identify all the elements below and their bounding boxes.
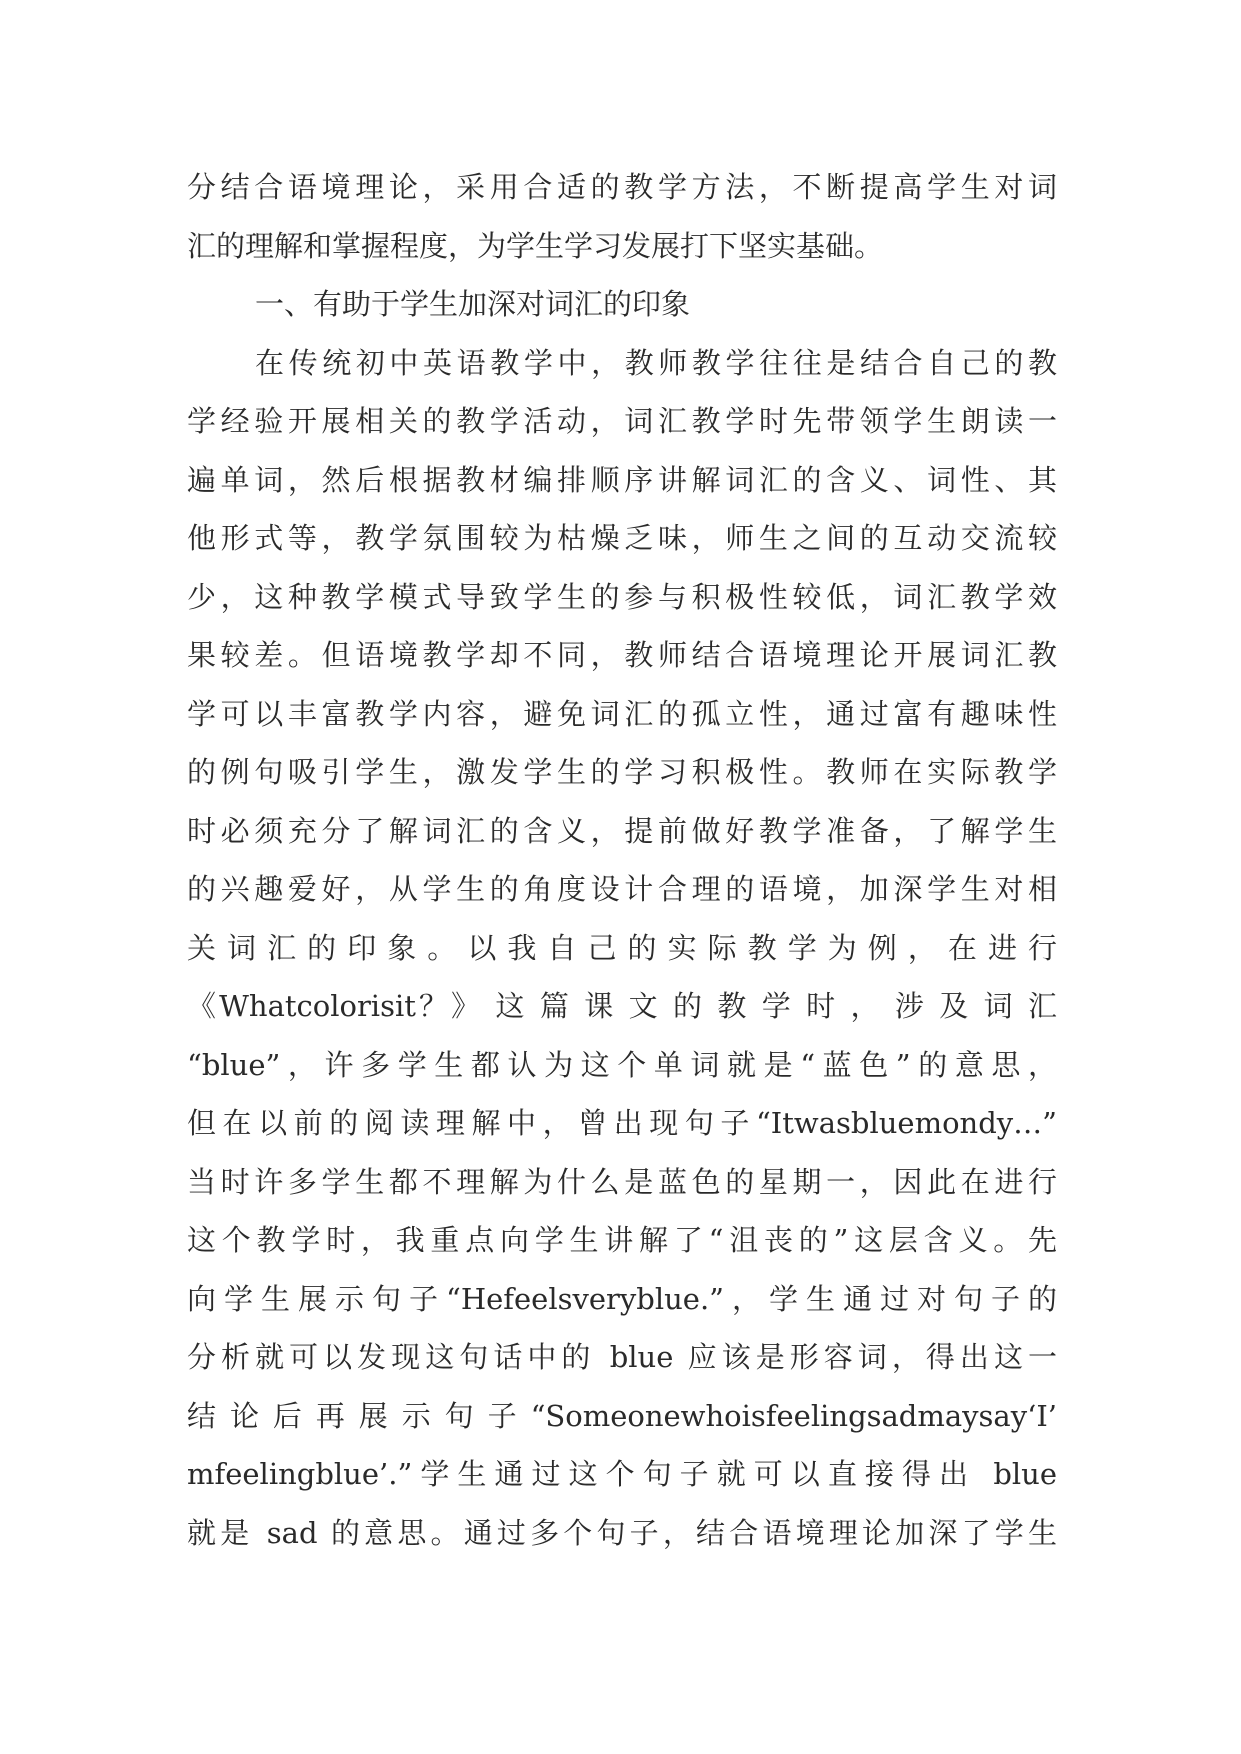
text-line: “blue”，许多学生都认为这个单词就是“蓝色”的意思， bbox=[187, 1047, 1057, 1082]
text-line: 《Whatcolorisit？》 这 篇 课 文 的 教 学 时 ， 涉 及 词 汇 bbox=[187, 989, 1057, 1023]
text-line: 这个教学时，我重点向学生讲解了“沮丧的”这层含义。先 bbox=[187, 1223, 1057, 1257]
text-line: 的例句吸引学生，激发学生的学习积极性。教师在实际教学 bbox=[187, 755, 1057, 789]
text-line: 遍单词，然后根据教材编排顺序讲解词汇的含义、词性、其 bbox=[187, 462, 1057, 497]
text-line: 分析就可以发现这句话中的 blue 应该是形容词，得出这一 bbox=[187, 1340, 1057, 1374]
text-line: 向学生展示句子“Hefeelsveryblue.”，学生通过对句子的 bbox=[187, 1281, 1057, 1316]
text-line: 关 词 汇 的 印 象 。 以 我 自 己 的 实 际 教 学 为 例 ， 在 进 行 bbox=[187, 930, 1057, 965]
text-line: 少，这种教学模式导致学生的参与积极性较低，词汇教学效 bbox=[187, 579, 1057, 614]
text-line: 就是 sad 的意思。通过多个句子，结合语境理论加深了学生 bbox=[187, 1515, 1057, 1550]
text-line: 当时许多学生都不理解为什么是蓝色的星期一，因此在进行 bbox=[187, 1164, 1057, 1199]
text-line: 分结合语境理论，采用合适的教学方法，不断提高学生对词 bbox=[187, 170, 1057, 204]
text-line: 结论后再展示句子“Someonewhoisfeelingsadmaysay‘I’ bbox=[187, 1398, 1057, 1433]
text-line: 果较差。但语境教学却不同，教师结合语境理论开展词汇教 bbox=[187, 638, 1057, 672]
section-heading: 一、有助于学生加深对词汇的印象 bbox=[255, 287, 691, 321]
text-line: 汇的理解和掌握程度，为学生学习发展打下坚实基础。 bbox=[187, 228, 884, 263]
text-line: 但在以前的阅读理解中，曾出现句子“Itwasbluemondy…” bbox=[187, 1106, 1057, 1140]
body-text bbox=[187, 158, 1057, 1562]
text-line: 学可以丰富教学内容，避免词汇的孤立性，通过富有趣味性 bbox=[187, 696, 1057, 731]
text-line: 的兴趣爱好，从学生的角度设计合理的语境，加深学生对相 bbox=[187, 872, 1057, 906]
text-line: 时必须充分了解词汇的含义，提前做好教学准备，了解学生 bbox=[187, 813, 1057, 848]
text-line: mfeelingblue’.”学生通过这个句子就可以直接得出 blue bbox=[187, 1457, 1057, 1491]
text-line: 他形式等，教学氛围较为枯燥乏味，师生之间的互动交流较 bbox=[187, 521, 1057, 555]
text-line: 学经验开展相关的教学活动，词汇教学时先带领学生朗读一 bbox=[187, 404, 1057, 438]
paragraph-first-line: 在传统初中英语教学中，教师教学往往是结合自己的教 bbox=[255, 345, 1057, 380]
